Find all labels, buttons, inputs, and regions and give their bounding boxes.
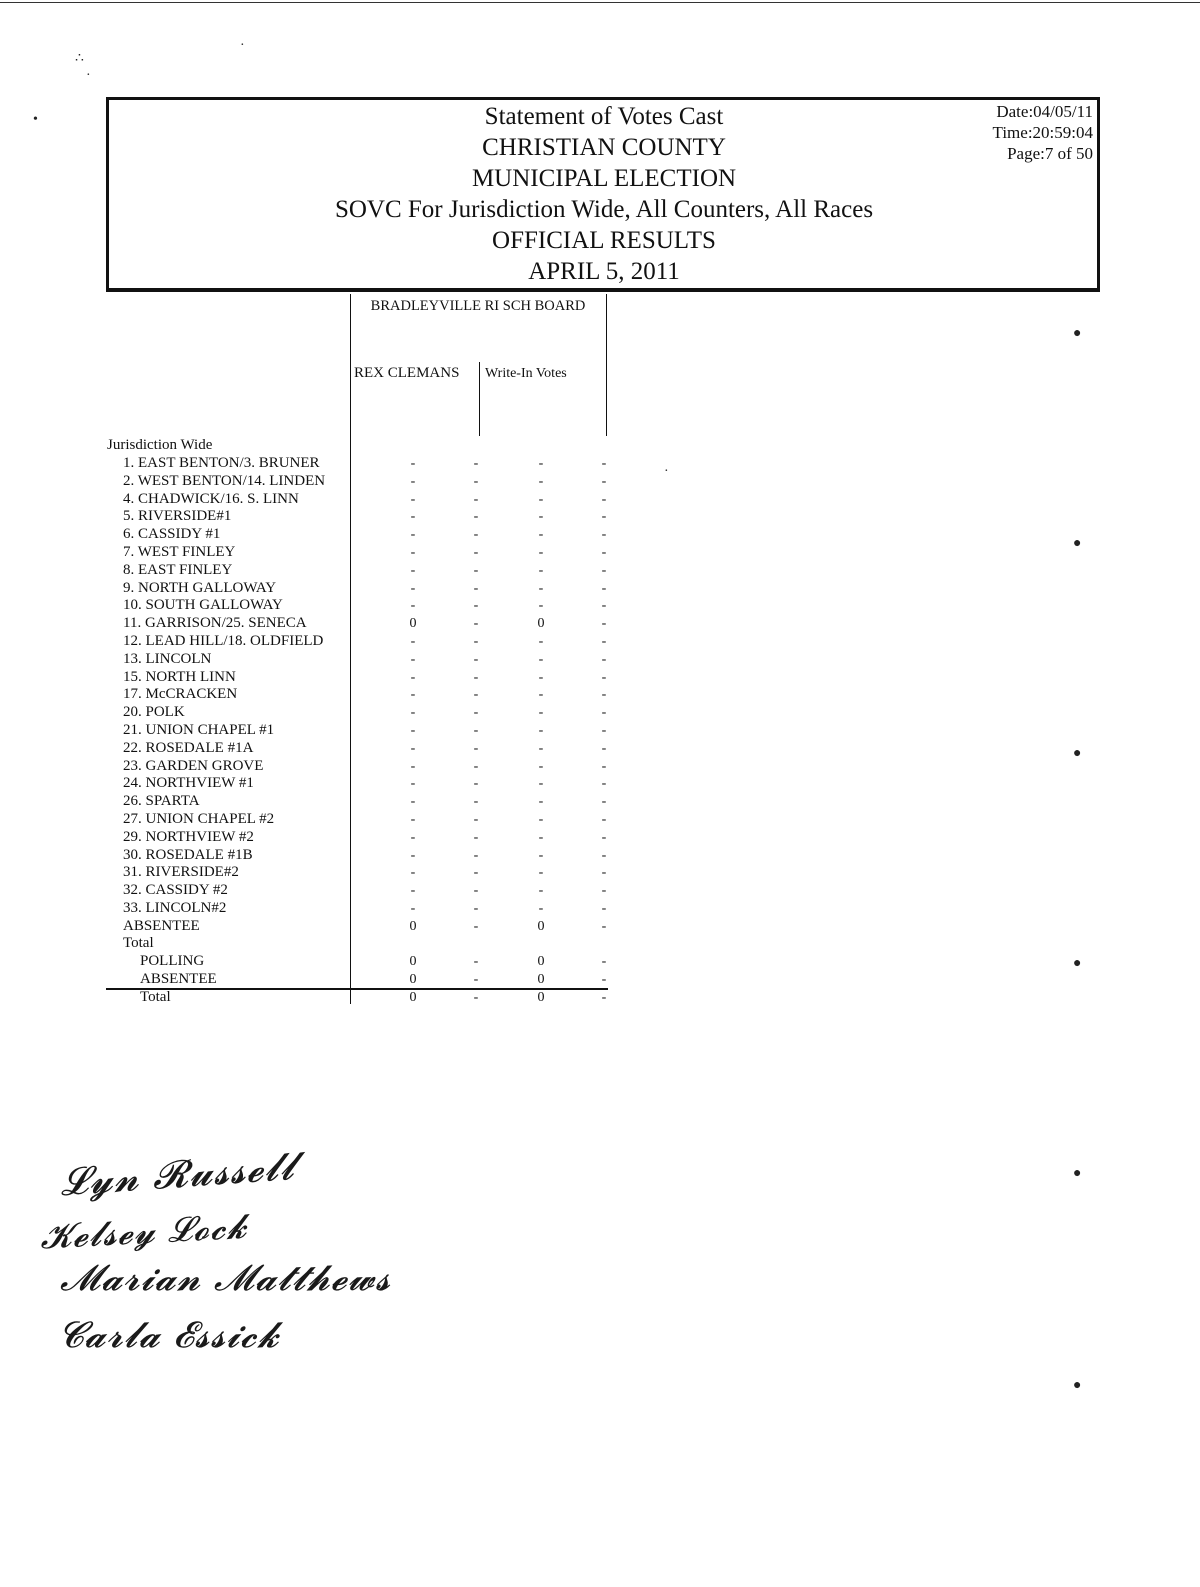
precinct-label: 4. CHADWICK/16. S. LINN — [123, 491, 299, 507]
cell-rex-clemans: - — [410, 670, 416, 685]
cell-separator: - — [601, 848, 607, 863]
cell-rex-clemans: - — [410, 901, 416, 916]
cell-separator: - — [601, 812, 607, 827]
cell-write-in: - — [538, 759, 544, 774]
precinct-label: 30. ROSEDALE #1B — [123, 847, 253, 863]
cell-write-in: - — [538, 901, 544, 916]
cell-rex-clemans: - — [410, 634, 416, 649]
cell-separator: - — [473, 545, 479, 560]
signature: 𝓚𝓮𝓵𝓼𝓮𝔂 𝓛𝓸𝓬𝓴 — [39, 1206, 249, 1258]
signature: 𝓒𝓪𝓻𝓵𝓪 𝓔𝓼𝓼𝓲𝓬𝓴 — [58, 1315, 280, 1356]
cell-write-in: - — [538, 456, 544, 471]
cell-write-in: - — [538, 598, 544, 613]
margin-dot: ● — [1073, 536, 1082, 551]
cell-separator: - — [601, 509, 607, 524]
total-separator: - — [473, 972, 479, 987]
cell-separator: - — [473, 474, 479, 489]
cell-rex-clemans: - — [410, 865, 416, 880]
margin-dot: ● — [1073, 956, 1082, 971]
grand-total-label: Total — [140, 989, 171, 1005]
cell-write-in: 0 — [537, 616, 545, 631]
precinct-label: 9. NORTH GALLOWAY — [123, 580, 277, 596]
cell-separator: - — [601, 705, 607, 720]
title-line: OFFICIAL RESULTS — [492, 227, 716, 254]
total-row-label: ABSENTEE — [140, 971, 217, 987]
cell-separator: - — [473, 919, 479, 934]
cell-separator: - — [473, 509, 479, 524]
cell-rex-clemans: - — [410, 759, 416, 774]
cell-separator: - — [473, 634, 479, 649]
cell-separator: - — [473, 687, 479, 702]
cell-write-in: - — [538, 741, 544, 756]
cell-rex-clemans: - — [410, 687, 416, 702]
cell-write-in: - — [538, 776, 544, 791]
cell-separator: - — [473, 456, 479, 471]
cell-separator: - — [601, 598, 607, 613]
cell-write-in: - — [538, 865, 544, 880]
column-divider-left — [350, 294, 351, 1004]
cell-separator: - — [601, 776, 607, 791]
contest-name: BRADLEYVILLE RI SCH BOARD — [370, 298, 586, 314]
grand-total-separator: - — [473, 990, 479, 1005]
cell-rex-clemans: - — [410, 705, 416, 720]
cell-write-in: - — [538, 563, 544, 578]
candidate-divider — [479, 362, 480, 436]
cell-separator: - — [473, 598, 479, 613]
total-separator: - — [601, 954, 607, 969]
cell-separator: - — [473, 563, 479, 578]
precinct-label: 29. NORTHVIEW #2 — [123, 829, 254, 845]
cell-separator: - — [601, 723, 607, 738]
candidate-rex-clemans: REX CLEMANS — [354, 365, 460, 381]
cell-write-in: - — [538, 509, 544, 524]
cell-separator: - — [473, 848, 479, 863]
cell-separator: - — [473, 652, 479, 667]
cell-separator: - — [601, 474, 607, 489]
precinct-label: 15. NORTH LINN — [123, 669, 236, 685]
grand-total-rex: 0 — [409, 990, 417, 1005]
total-separator: - — [601, 972, 607, 987]
column-divider-right — [606, 294, 607, 436]
report-title — [200, 101, 1008, 287]
cell-write-in: - — [538, 652, 544, 667]
title-line: SOVC For Jurisdiction Wide, All Counters, All Races — [334, 196, 874, 223]
cell-separator: - — [601, 883, 607, 898]
cell-rex-clemans: - — [410, 527, 416, 542]
cell-separator: - — [601, 919, 607, 934]
cell-separator: - — [601, 616, 607, 631]
cell-separator: - — [473, 492, 479, 507]
total-separator: - — [473, 954, 479, 969]
cell-write-in: - — [538, 705, 544, 720]
cell-separator: - — [473, 901, 479, 916]
precinct-label: 11. GARRISON/25. SENECA — [123, 615, 307, 631]
report-meta — [965, 101, 1093, 164]
total-section-label: Total — [123, 935, 154, 951]
top-rule — [0, 2, 1200, 3]
cell-separator: - — [601, 830, 607, 845]
scan-speck: • — [33, 112, 38, 127]
cell-write-in: 0 — [537, 919, 545, 934]
precinct-label: 7. WEST FINLEY — [123, 544, 236, 560]
total-cell-writein: 0 — [537, 954, 545, 969]
cell-write-in: - — [538, 794, 544, 809]
title-line: Statement of Votes Cast — [484, 103, 724, 130]
cell-write-in: - — [538, 545, 544, 560]
precinct-label: 21. UNION CHAPEL #1 — [123, 722, 275, 738]
cell-separator: - — [473, 581, 479, 596]
section-label: Jurisdiction Wide — [107, 437, 213, 453]
cell-rex-clemans: - — [410, 456, 416, 471]
cell-separator: - — [601, 652, 607, 667]
precinct-label: 13. LINCOLN — [123, 651, 212, 667]
grand-total-separator: - — [601, 990, 607, 1005]
total-cell-rex: 0 — [409, 972, 417, 987]
total-cell-writein: 0 — [537, 972, 545, 987]
scan-speck: · — [664, 464, 669, 479]
cell-rex-clemans: - — [410, 794, 416, 809]
cell-separator: - — [473, 705, 479, 720]
cell-rex-clemans: - — [410, 741, 416, 756]
precinct-label: 20. POLK — [123, 704, 185, 720]
precinct-label: 31. RIVERSIDE#2 — [123, 864, 239, 880]
precinct-label: 2. WEST BENTON/14. LINDEN — [123, 473, 326, 489]
cell-separator: - — [601, 492, 607, 507]
candidate-write-in: Write-In Votes — [485, 366, 567, 381]
cell-separator: - — [473, 527, 479, 542]
cell-separator: - — [473, 883, 479, 898]
margin-dot: ● — [1073, 1378, 1082, 1393]
cell-rex-clemans: - — [410, 492, 416, 507]
margin-dot: ● — [1073, 1166, 1082, 1181]
precinct-label: 6. CASSIDY #1 — [123, 526, 221, 542]
precinct-label: 27. UNION CHAPEL #2 — [123, 811, 275, 827]
margin-dot: ● — [1073, 746, 1082, 761]
cell-write-in: - — [538, 634, 544, 649]
signature: 𝓛𝔂𝓷 𝓡𝓾𝓼𝓼𝓮𝓵𝓵 — [58, 1143, 297, 1205]
cell-separator: - — [601, 527, 607, 542]
cell-rex-clemans: - — [410, 848, 416, 863]
cell-separator: - — [473, 794, 479, 809]
cell-rex-clemans: - — [410, 723, 416, 738]
cell-write-in: - — [538, 848, 544, 863]
precinct-label: 10. SOUTH GALLOWAY — [123, 597, 283, 613]
cell-rex-clemans: - — [410, 830, 416, 845]
total-row-label: POLLING — [140, 953, 205, 969]
cell-rex-clemans: 0 — [409, 919, 417, 934]
cell-write-in: - — [538, 830, 544, 845]
title-line: MUNICIPAL ELECTION — [471, 165, 737, 192]
cell-separator: - — [601, 687, 607, 702]
cell-separator: - — [601, 670, 607, 685]
cell-separator: - — [473, 830, 479, 845]
precinct-label: 33. LINCOLN#2 — [123, 900, 227, 916]
cell-write-in: - — [538, 492, 544, 507]
cell-separator: - — [473, 776, 479, 791]
scan-speck: · — [86, 68, 91, 83]
precinct-label: 23. GARDEN GROVE — [123, 758, 264, 774]
cell-rex-clemans: - — [410, 509, 416, 524]
cell-rex-clemans: - — [410, 474, 416, 489]
cell-separator: - — [473, 865, 479, 880]
cell-separator: - — [473, 759, 479, 774]
scan-speck: · — [240, 38, 245, 53]
report-page: Page:7 of 50 — [1007, 144, 1093, 163]
cell-write-in: - — [538, 883, 544, 898]
precinct-label: 12. LEAD HILL/18. OLDFIELD — [123, 633, 324, 649]
title-line: CHRISTIAN COUNTY — [482, 134, 726, 161]
grand-total-writein: 0 — [537, 990, 545, 1005]
precinct-label: ABSENTEE — [123, 918, 200, 934]
title-line: APRIL 5, 2011 — [528, 258, 680, 285]
cell-rex-clemans: 0 — [409, 616, 417, 631]
cell-separator: - — [473, 741, 479, 756]
precinct-label: 8. EAST FINLEY — [123, 562, 233, 578]
cell-rex-clemans: - — [410, 812, 416, 827]
cell-separator: - — [601, 741, 607, 756]
cell-separator: - — [601, 563, 607, 578]
cell-write-in: - — [538, 527, 544, 542]
precinct-label: 22. ROSEDALE #1A — [123, 740, 254, 756]
cell-rex-clemans: - — [410, 776, 416, 791]
cell-write-in: - — [538, 812, 544, 827]
precinct-label: 26. SPARTA — [123, 793, 200, 809]
cell-write-in: - — [538, 581, 544, 596]
precinct-label: 1. EAST BENTON/3. BRUNER — [123, 455, 320, 471]
margin-dot: ● — [1073, 326, 1082, 341]
precinct-label: 17. McCRACKEN — [123, 686, 238, 702]
precinct-label: 5. RIVERSIDE#1 — [123, 508, 232, 524]
cell-rex-clemans: - — [410, 883, 416, 898]
report-time: Time:20:59:04 — [992, 123, 1093, 142]
cell-separator: - — [601, 581, 607, 596]
report-date: Date:04/05/11 — [996, 102, 1093, 121]
cell-separator: - — [473, 670, 479, 685]
cell-write-in: - — [538, 670, 544, 685]
cell-separator: - — [473, 812, 479, 827]
precinct-label: 32. CASSIDY #2 — [123, 882, 228, 898]
cell-separator: - — [601, 759, 607, 774]
scan-speck: ∴ — [75, 51, 84, 66]
total-cell-rex: 0 — [409, 954, 417, 969]
cell-rex-clemans: - — [410, 598, 416, 613]
cell-rex-clemans: - — [410, 563, 416, 578]
cell-separator: - — [601, 901, 607, 916]
cell-separator: - — [601, 456, 607, 471]
cell-separator: - — [601, 794, 607, 809]
cell-rex-clemans: - — [410, 581, 416, 596]
signature: 𝓜𝓪𝓻𝓲𝓪𝓷 𝓜𝓪𝓽𝓽𝓱𝓮𝔀𝓼 — [60, 1258, 392, 1299]
cell-separator: - — [601, 865, 607, 880]
cell-separator: - — [473, 616, 479, 631]
cell-rex-clemans: - — [410, 545, 416, 560]
cell-write-in: - — [538, 723, 544, 738]
cell-separator: - — [601, 545, 607, 560]
cell-separator: - — [601, 634, 607, 649]
cell-separator: - — [473, 723, 479, 738]
cell-rex-clemans: - — [410, 652, 416, 667]
cell-write-in: - — [538, 474, 544, 489]
cell-write-in: - — [538, 687, 544, 702]
precinct-label: 24. NORTHVIEW #1 — [123, 775, 254, 791]
